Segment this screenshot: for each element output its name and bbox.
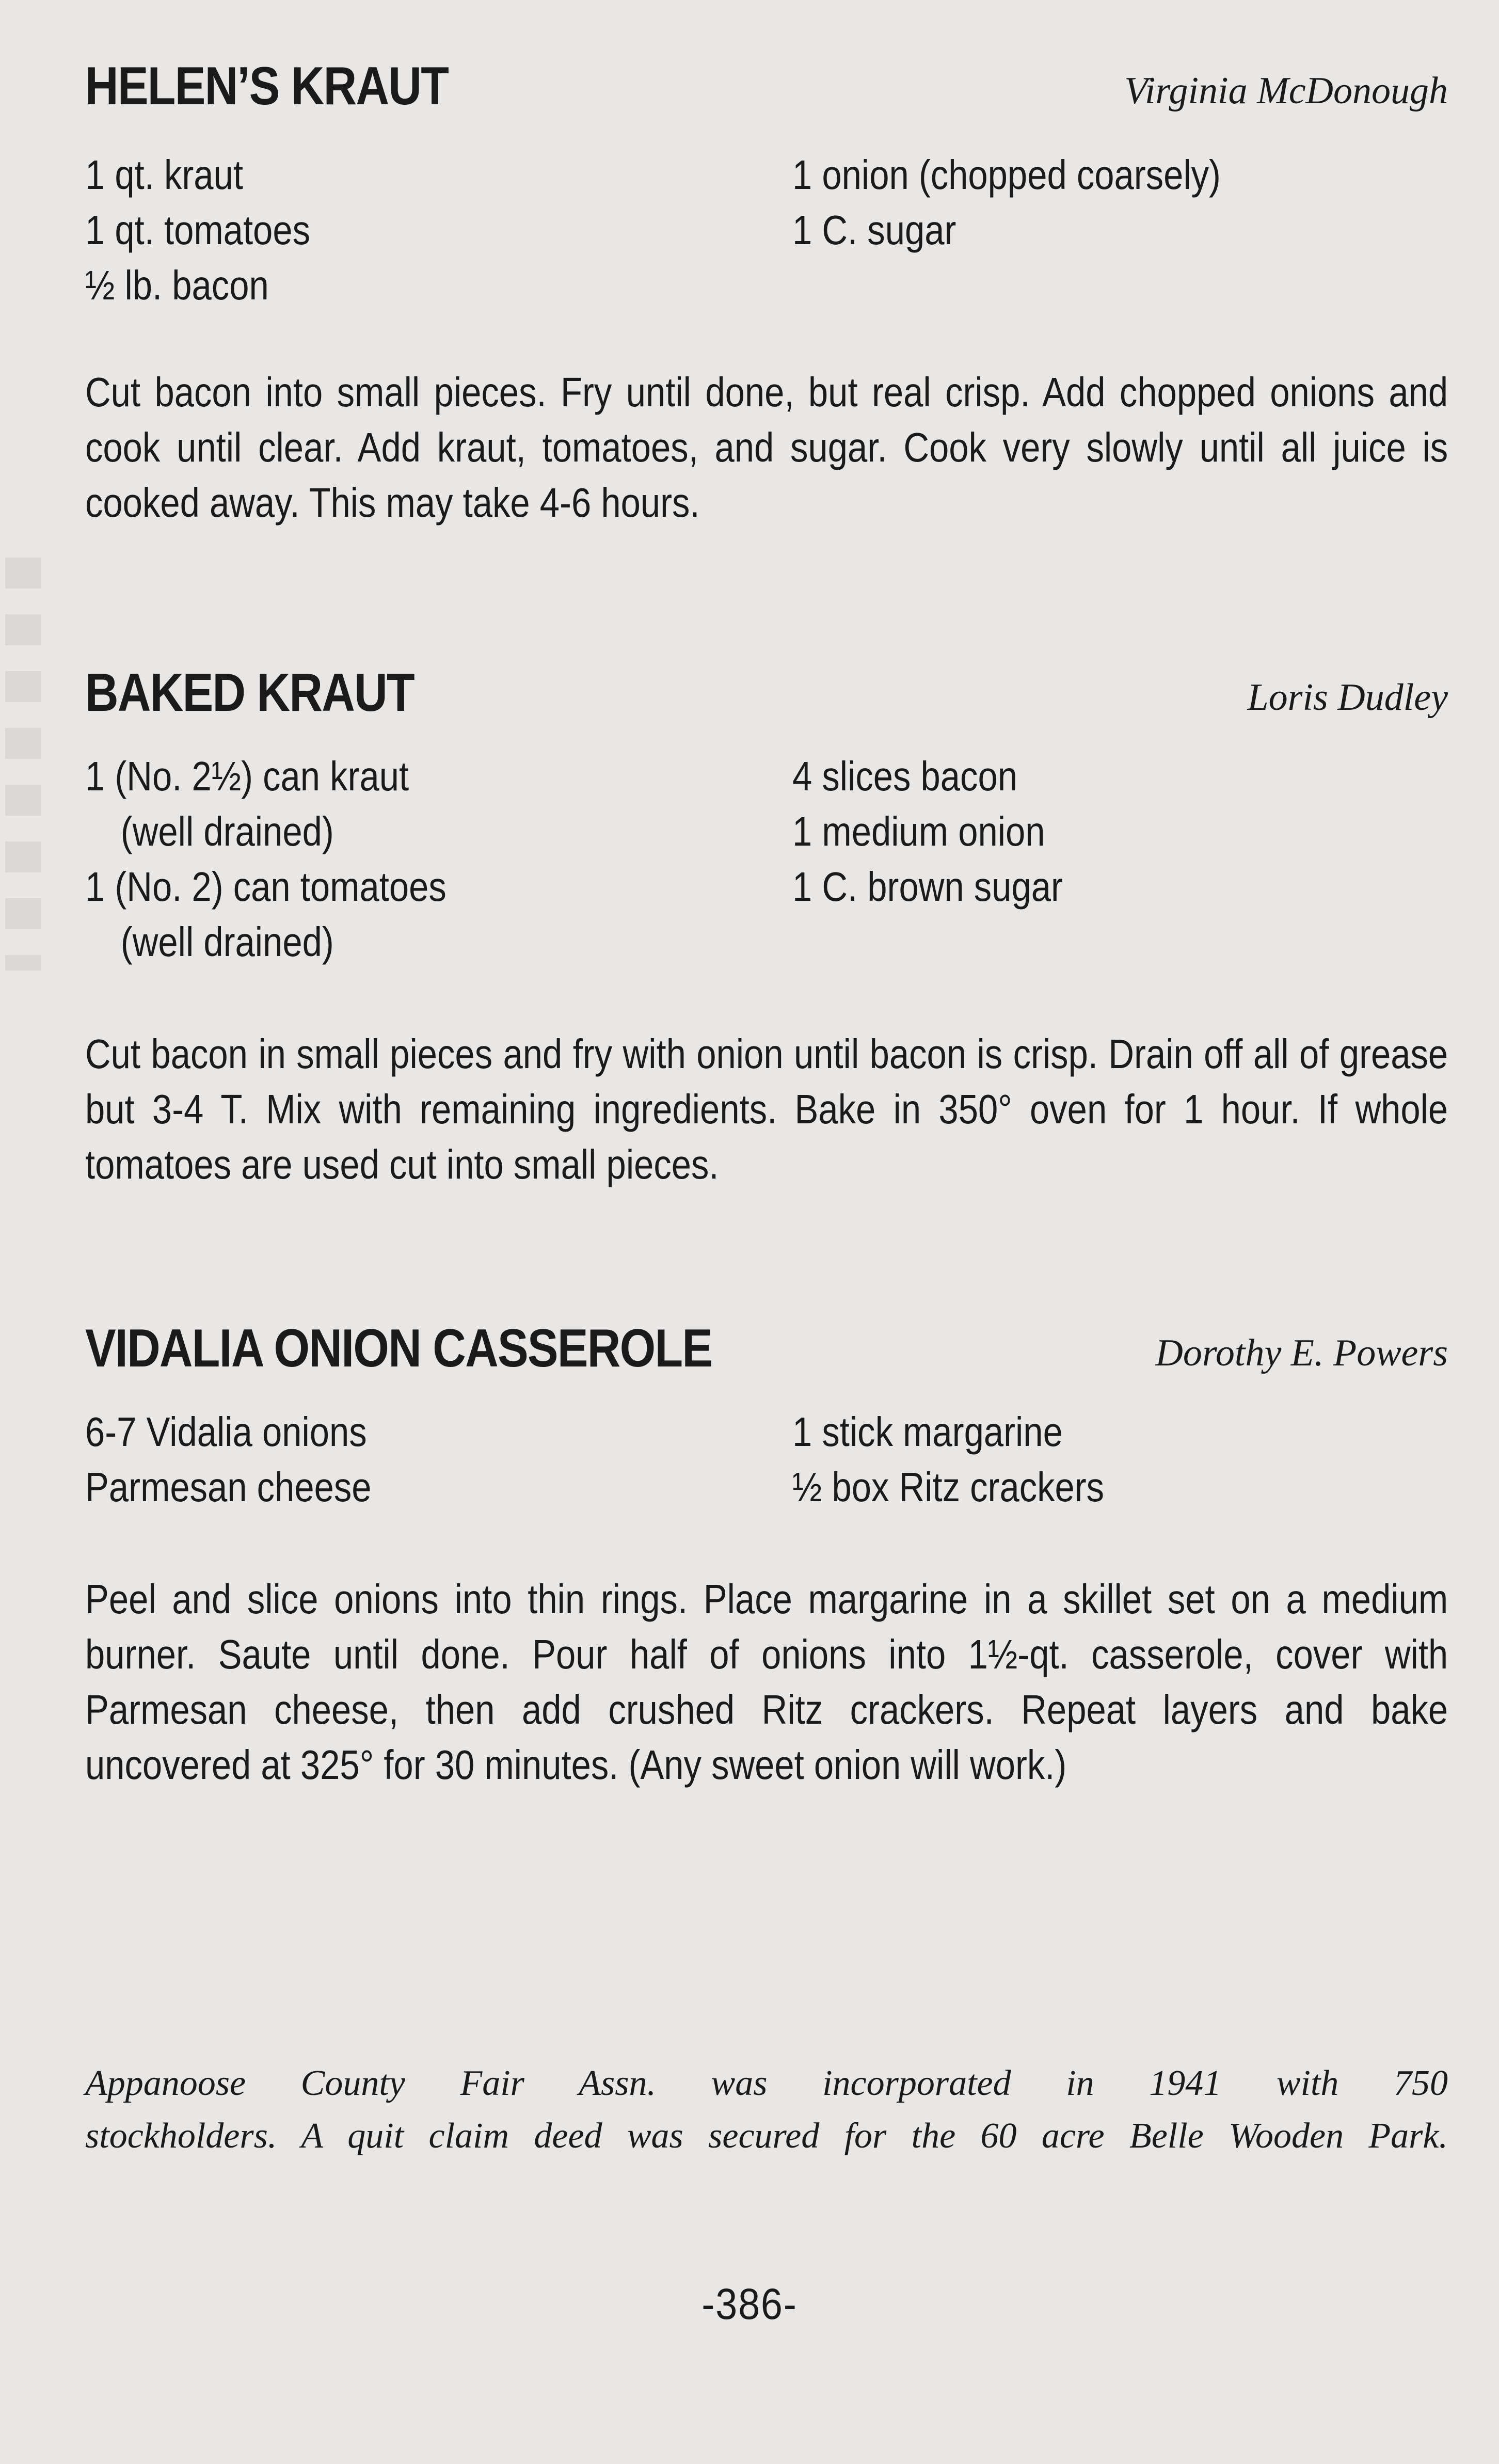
ingredient: ½ lb. bacon	[85, 262, 269, 308]
ingredient-column-right	[792, 1404, 1356, 1515]
ingredient: 1 (No. 2½) can kraut	[85, 753, 409, 799]
ingredient: 1 qt. kraut	[85, 152, 243, 198]
recipe-helens-kraut	[85, 49, 1448, 530]
recipe-author: Loris Dudley	[1247, 676, 1448, 719]
recipe-author: Virginia McDonough	[1124, 70, 1448, 112]
recipe-header	[85, 1311, 1448, 1389]
ingredient: 4 slices bacon	[792, 753, 1017, 799]
ingredient: Parmesan cheese	[85, 1464, 372, 1510]
footnote-line: stockholders. A quit claim deed was secured for the 60 acre Belle Wooden Park.	[85, 2116, 1448, 2156]
ingredient-column-left	[85, 749, 693, 969]
recipe-title: HELEN’S KRAUT	[85, 56, 449, 116]
ingredient: ½ box Ritz crackers	[792, 1464, 1105, 1510]
recipe-method: Cut bacon in small pieces and fry with onion until bacon is crisp. Drain off all of grease but 3-4 T. Mix with remaining ingredients. Bake in 350° oven for 1 hour. If whole tomatoes are used cut into small pieces.	[85, 1031, 1448, 1187]
recipe-title: BAKED KRAUT	[85, 663, 414, 723]
ingredient-column-right	[792, 749, 1356, 969]
recipe-method: Peel and slice onions into thin rings. Place margarine in a skillet set on a medium burner. Saute until done. Pour half of onions into 1½-qt. casserole, cover with Parmesan cheese, then add crushed Ritz crackers. Repeat layers and bake uncovered at 325° for 30 minutes. (Any sweet onion will work.)	[85, 1576, 1448, 1788]
ingredient: 1 qt. tomatoes	[85, 207, 310, 253]
binding-edge-marks	[5, 558, 41, 971]
historical-footnote	[85, 2057, 1448, 2163]
recipe-header	[85, 656, 1448, 733]
recipe-author: Dorothy E. Powers	[1155, 1332, 1448, 1374]
page-number: -386-	[701, 2280, 798, 2328]
footnote-line: Appanoose County Fair Assn. was incorporated in 1941 with 750	[85, 2063, 1448, 2103]
ingredient-note: (well drained)	[120, 919, 334, 965]
recipe-header	[85, 49, 1448, 126]
ingredient-column-right	[792, 147, 1356, 313]
ingredient-column-left	[85, 1404, 693, 1515]
ingredient: 1 onion (chopped coarsely)	[792, 152, 1221, 198]
ingredient: 6-7 Vidalia onions	[85, 1409, 367, 1455]
recipe-baked-kraut	[85, 656, 1448, 1192]
ingredient: 1 C. brown sugar	[792, 864, 1063, 910]
recipe-title: VIDALIA ONION CASSEROLE	[85, 1318, 712, 1378]
ingredient-list	[85, 147, 1448, 313]
ingredient-list	[85, 749, 1448, 969]
recipe-method: Cut bacon into small pieces. Fry until done, but real crisp. Add chopped onions and cook until clear. Add kraut, tomatoes, and sugar. Cook very slowly until all juice is cooked away. This may take 4-6 hours.	[85, 369, 1448, 526]
ingredient: 1 stick margarine	[792, 1409, 1063, 1455]
ingredient-column-left	[85, 147, 693, 313]
ingredient-list	[85, 1404, 1448, 1515]
ingredient: 1 C. sugar	[792, 207, 956, 253]
ingredient: 1 (No. 2) can tomatoes	[85, 864, 446, 910]
ingredient: 1 medium onion	[792, 808, 1045, 854]
ingredient-note: (well drained)	[120, 808, 334, 854]
recipe-vidalia-onion-casserole	[85, 1311, 1448, 1792]
